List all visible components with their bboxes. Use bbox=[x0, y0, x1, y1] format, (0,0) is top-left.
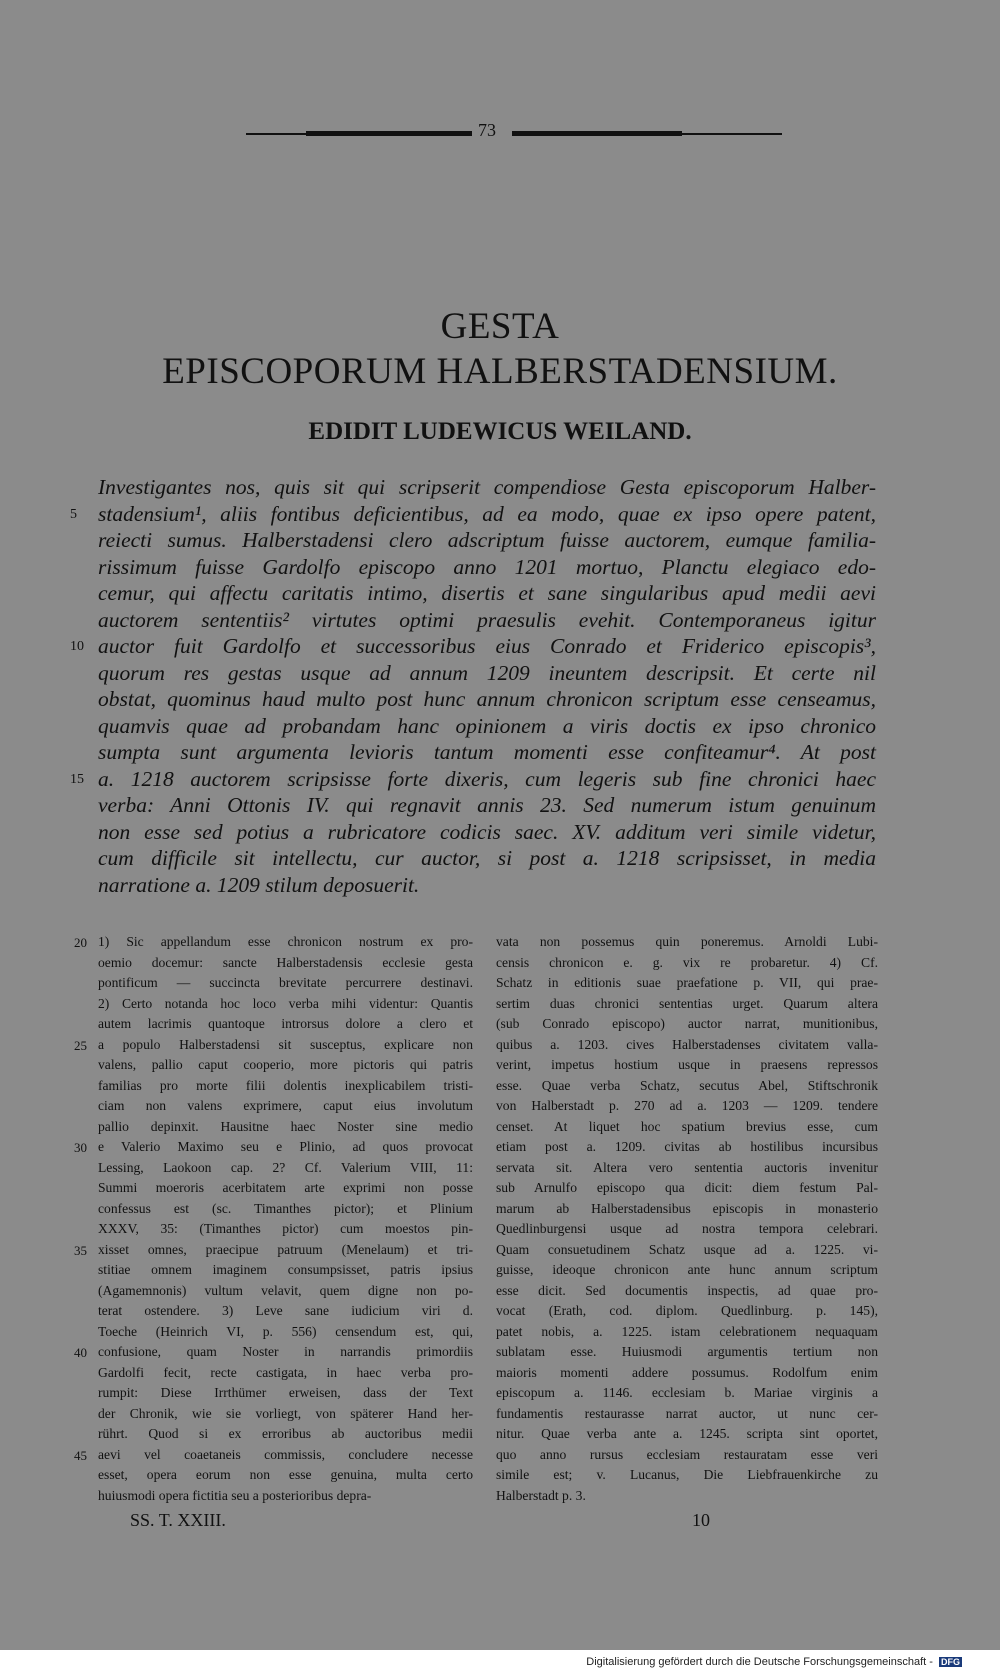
header-rule-right-thin bbox=[682, 133, 782, 135]
line-number: 45 bbox=[74, 1447, 87, 1463]
editor-line: EDIDIT LUDEWICUS WEILAND. bbox=[308, 418, 692, 445]
footnote-left-line: e Valerio Maximo seu e Plinio, ad quos provocat bbox=[98, 1139, 473, 1154]
intro-line: sumpta sunt argumenta levioris tantum momenti esse confiteamur⁴. At post bbox=[98, 740, 876, 764]
footnote-left-line: confessus est (sc. Timanthes pictor); et Plinium bbox=[98, 1200, 473, 1216]
footnote-left-line: Toeche (Heinrich VI, p. 556) censendum est, qui, bbox=[98, 1323, 473, 1339]
line-number: 20 bbox=[74, 935, 87, 950]
intro-line: quamvis quae ad probandam hanc opinionem a viris doctis ex ipso chronico bbox=[98, 713, 876, 738]
footnote-right-line: simile est; v. Lucanus, Die Liebfrauenkirche zu bbox=[496, 1467, 878, 1482]
digitization-credit: Digitalisierung gefördert durch die Deutsche Forschungsgemeinschaft - DFG bbox=[586, 1656, 960, 1668]
footnote-right-line: Quam consuetudinem Schatz usque ad a. 1225. vi- bbox=[496, 1241, 878, 1257]
footnote-right-line: vata non possemus quin poneremus. Arnoldi Lubi- bbox=[496, 934, 878, 949]
line-number: 5 bbox=[70, 506, 77, 522]
intro-line: auctor fuit Gardolfo et successoribus eius Conrado et Friderico episcopis³, bbox=[98, 634, 876, 658]
title-line-1: GESTA bbox=[440, 306, 560, 347]
footnote-left-line: confusione, quam Noster in narrandis primordiis bbox=[98, 1344, 473, 1359]
line-number: 25 bbox=[74, 1037, 87, 1053]
line-number: 40 bbox=[74, 1345, 87, 1360]
intro-line: Investigantes nos, quis sit qui scripserit compendiose Gesta episcoporum Halber- bbox=[98, 475, 876, 499]
intro-line: obstat, quominus haud multo post hunc annum chronicon scriptum esse censeamus, bbox=[98, 687, 876, 711]
footnote-left-line: 1) Sic appellandum esse chronicon nostrum ex pro- bbox=[98, 934, 473, 949]
sheet-number: 10 bbox=[692, 1510, 710, 1530]
footnote-right-line: Halberstadt p. 3. bbox=[496, 1487, 586, 1503]
intro-line: quorum res gestas usque ad annum 1209 ineuntem descripsit. Et certe nil bbox=[98, 660, 876, 685]
footnote-left-line: ciam non valens exprimere, caput eius involutum bbox=[98, 1098, 473, 1113]
header-rule-left-thin bbox=[246, 133, 306, 135]
intro-line: a. 1218 auctorem scripsisse forte dixeris, cum legeris sub fine chronici haec bbox=[98, 766, 876, 791]
footnote-left-line: autem lacrimis quantoque introrsus dolore a clero et bbox=[98, 1016, 473, 1031]
footnote-left-line: oemio docemur: sancte Halberstadensis ecclesie gesta bbox=[98, 954, 473, 970]
footnote-left-line: xisset omnes, praecipue patruum (Menelaum) et tri- bbox=[98, 1241, 473, 1257]
header-rule-left bbox=[306, 131, 472, 136]
footnote-right-line: verint, impetus hostium usque in praesens repressos bbox=[496, 1057, 878, 1072]
footnote-right-line: Quedlinburgensi usque ad nostra tempora celebrari. bbox=[496, 1221, 878, 1236]
footnote-right-line: esse. Quae verba Schatz, secutus Abel, Stiftschronik bbox=[496, 1077, 878, 1093]
footnote-right-line: esse dicit. Sed documentis inspectis, ad quae pro- bbox=[496, 1282, 878, 1298]
footnote-left-line: Gardolfi fecit, recte castigata, in haec verba pro- bbox=[98, 1364, 473, 1380]
footnote-right-line: von Halberstadt p. 270 ad a. 1203 — 1209. tendere bbox=[496, 1098, 878, 1113]
signature-mark: SS. T. XXIII. bbox=[130, 1510, 226, 1530]
footnote-right-line: censet. At liquet hoc spatium brevius esse, cum bbox=[496, 1118, 878, 1134]
credit-text: Digitalisierung gefördert durch die Deutsche Forschungsgemeinschaft bbox=[586, 1656, 927, 1668]
footnote-left-line: 2) Certo notanda hoc loco verba mihi videntur: Quantis bbox=[98, 995, 473, 1011]
footnote-right-line: servata sit. Altera vero sententia auctoris invenitur bbox=[496, 1159, 878, 1175]
footnote-right-line: etiam post a. 1209. civitas ab hostilibus incursibus bbox=[496, 1139, 878, 1154]
line-number: 15 bbox=[70, 771, 84, 787]
footnote-right-line: nitur. Quae verba ante a. 1245. scripta sint oportet, bbox=[496, 1426, 878, 1441]
footnote-right-line: episcopum a. 1146. ecclesiam b. Mariae virginis a bbox=[496, 1385, 878, 1400]
footnote-left-line: huiusmodi opera fictitia seu a posterioribus depra- bbox=[98, 1487, 372, 1503]
footnote-right-line: Schatz in editionis suae praefatione p. VII, qui prae- bbox=[496, 975, 878, 990]
footnote-left-line: Summi moeroris acerbitatem arte exprimi non posse bbox=[98, 1180, 473, 1195]
header-rule-right bbox=[512, 131, 682, 136]
footnote-left-line: familias pro morte filii dolentis inexplicabilem tristi- bbox=[98, 1077, 473, 1093]
footnote-left-line: Lessing, Laokoon cap. 2? Cf. Valerium VIII, 11: bbox=[98, 1159, 473, 1175]
footnote-right-line: sub Arnulfo episcopo qua dicit: diem festum Pal- bbox=[496, 1180, 878, 1195]
footnote-right-line: quibus a. 1203. cives Halberstadenses civitatem valla- bbox=[496, 1036, 878, 1052]
footnote-right-line: maioris momenti addere possumus. Rodolfum enim bbox=[496, 1364, 878, 1380]
footnote-right-line: vocat (Erath, cod. diplom. Quedlinburg. p. 145), bbox=[496, 1303, 878, 1318]
intro-line: narratione a. 1209 stilum deposuerit. bbox=[98, 872, 420, 897]
footnote-left-line: terat ostendere. 3) Leve sane iudicium viri d. bbox=[98, 1303, 473, 1318]
footnote-left-line: XXXV, 35: (Timanthes pictor) cum moestos pin- bbox=[98, 1221, 473, 1236]
footnote-left-line: valens, pallio caput cooperio, more pictoris qui patris bbox=[98, 1057, 473, 1072]
footnote-left-line: aevi vel coaetaneis commissis, concludere necesse bbox=[98, 1446, 473, 1462]
intro-line: cum difficile sit intellectu, cur auctor, si post a. 1218 scripsisset, in media bbox=[98, 846, 876, 870]
intro-line: stadensium¹, aliis fontibus deficientibus, ad ea modo, quae ex ipso opere patent, bbox=[98, 501, 876, 526]
intro-line: verba: Anni Ottonis IV. qui regnavit annis 23. Sed numerum istum genuinum bbox=[98, 793, 876, 817]
page-number: 73 bbox=[478, 120, 496, 140]
dfg-logo: DFG bbox=[941, 1657, 960, 1667]
footnote-right-line: fundamentis restaurasse narrat auctor, ut nunc cer- bbox=[496, 1405, 878, 1421]
footnote-right-line: patet nobis, a. 1225. istam celebrationem nequaquam bbox=[496, 1323, 878, 1339]
footnote-right-line: quo anno rursus ecclesiam restauratam esse veri bbox=[496, 1446, 878, 1462]
intro-line: cemur, qui affectu caritatis intimo, disertis et sane singularibus apud medii aevi bbox=[98, 581, 876, 605]
line-number: 35 bbox=[74, 1242, 87, 1258]
footnote-right-line: censis chronicon e. g. vix re probaretur. 4) Cf. bbox=[496, 954, 878, 970]
footnote-left-line: (Agamemnonis) vultum velavit, quem digne non po- bbox=[98, 1282, 473, 1298]
footnote-left-line: pallio depinxit. Hausitne haec Noster sine medio bbox=[98, 1118, 473, 1134]
footnote-right-line: guisse, ideoque chronicon ante hunc annum scriptum bbox=[496, 1262, 878, 1277]
title-line-2: EPISCOPORUM HALBERSTADENSIUM. bbox=[162, 351, 838, 392]
line-number: 10 bbox=[70, 639, 84, 654]
footnote-left-line: stitiae omnem imaginem consumpsisset, patris ipsius bbox=[98, 1262, 473, 1277]
intro-line: rissimum fuisse Gardolfo episcopo anno 1201 mortuo, Planctu elegiaco edo- bbox=[98, 554, 876, 579]
footnote-left-line: der Chronik, wie sie vorliegt, von späterer Hand her- bbox=[98, 1405, 473, 1421]
intro-line: non esse sed potius a rubricatore codicis saec. XV. additum veri simile videtur, bbox=[98, 819, 876, 844]
footnote-left-line: rührt. Quod si ex erroribus ab auctoribus medii bbox=[98, 1426, 473, 1441]
footnote-right-line: sertim duas chronici sententias urget. Quarum altera bbox=[496, 995, 878, 1011]
intro-line: auctorem sententiis² virtutes optimi praesulis evehit. Contemporaneus igitur bbox=[98, 607, 876, 632]
line-number: 30 bbox=[74, 1140, 87, 1155]
footnote-left-line: pontificum — succincta brevitate percurrere destinavi. bbox=[98, 975, 473, 990]
intro-line: reiecti sumus. Halberstadensi clero adscriptum fuisse auctorem, eumque familia- bbox=[98, 528, 876, 552]
footnote-left-line: rumpit: Diese Irrthümer erweisen, dass der Text bbox=[98, 1385, 473, 1400]
footnote-right-line: marum ab Halberstadensibus episcopis in monasterio bbox=[496, 1200, 878, 1216]
footnote-left-line: a populo Halberstadensi sit susceptus, explicare non bbox=[98, 1036, 473, 1052]
footnote-right-line: sublatam esse. Huiusmodi argumentis tertium non bbox=[496, 1344, 878, 1359]
footnote-left-line: esset, opera eorum non esse genuina, multa certo bbox=[98, 1467, 473, 1482]
footnote-right-line: (sub Conrado episcopo) auctor narrat, munitionibus, bbox=[496, 1016, 878, 1031]
